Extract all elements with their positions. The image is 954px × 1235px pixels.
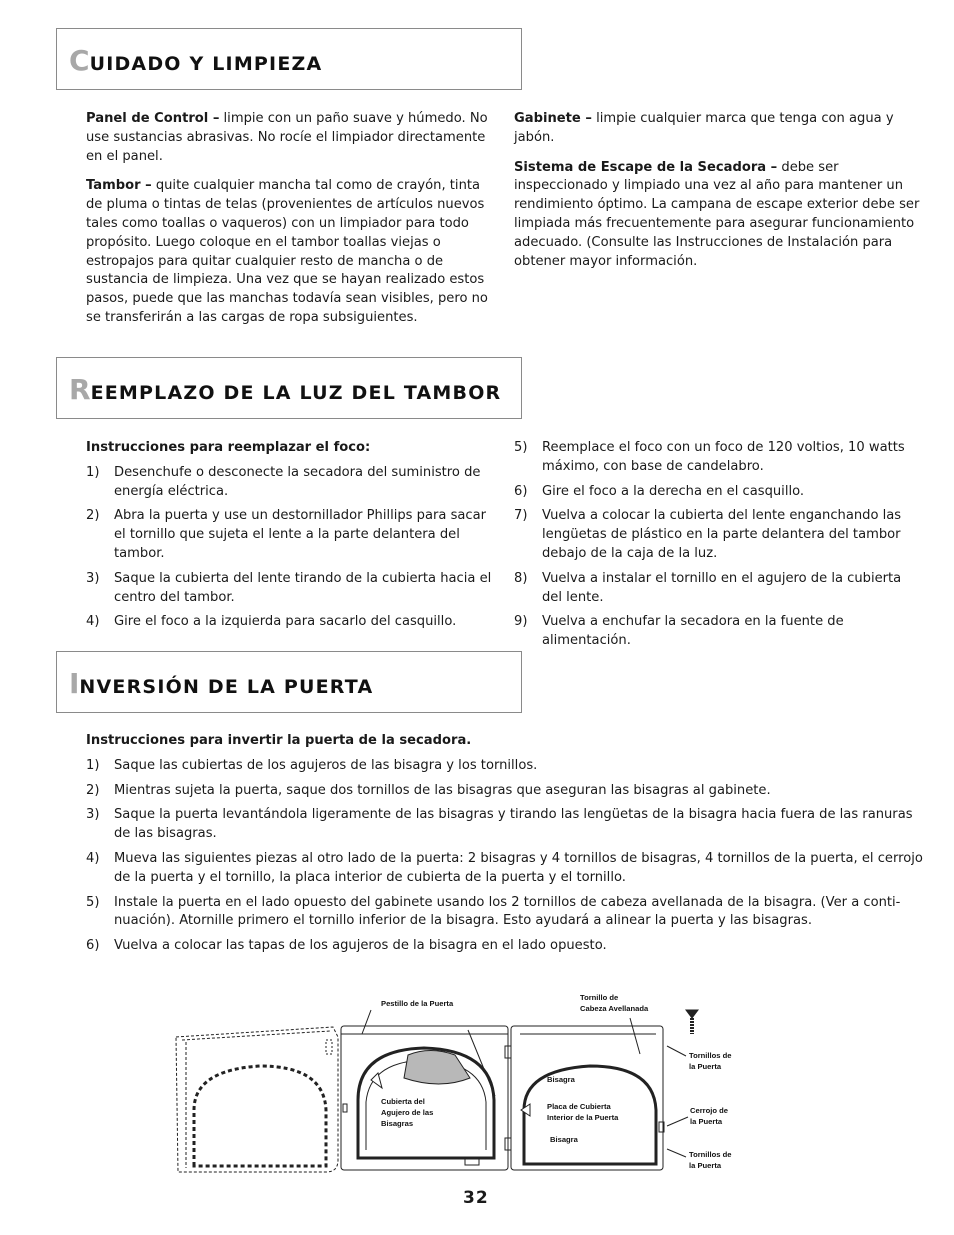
drum-paragraph: Tambor – quite cualquier mancha tal como de crayón, tinta de pluma o tintas de telas (provenientes de artículos nuevos tales como toallas o vaqueros) con un limpiador para todo propósito. Luego coloque en el tambor toallas viejas o estropajos para quitar cualquier resto de mancha o de sustancia de limpieza. Una vez que se hayan realizado estos pasos, puede que las manchas todavía sean visibles, pero no se transferirán a las cargas de ropa subsiguientes. xyxy=(86,178,488,325)
panel-paragraph: Panel de Control – limpie con un paño suave y húmedo. No use sustancias abrasivas. No rocíe el limpiador directamente en el panel. xyxy=(86,111,488,164)
door-screws-leader-top xyxy=(667,1046,686,1056)
label-lock-1: Cerrojo de xyxy=(690,1106,728,1115)
step-text: Saque la puerta levantándola ligeramente de las bisagras y tirando las lengüetas de la bisagra hacia fuera de las ranuras de las bisagras. xyxy=(114,807,913,842)
step-text: Gire el foco a la derecha en el casquillo. xyxy=(542,483,805,499)
cabinet-paragraph: Gabinete – limpie cualquier marca que tenga con agua y jabón. xyxy=(514,111,894,145)
label-hole-cover-2: Agujero de las xyxy=(381,1108,434,1117)
countersunk-screw-icon xyxy=(686,1010,698,1018)
step-number: 6) xyxy=(86,938,100,954)
label-door-screws-a2: la Puerta xyxy=(689,1062,722,1071)
door-subtitle: Instrucciones para invertir la puerta de la secadora. xyxy=(86,733,472,748)
screw-leader xyxy=(630,1018,640,1054)
step-number: 3) xyxy=(86,807,100,823)
removed-door-outline xyxy=(176,1027,338,1172)
step-text: Saque la cubierta del lente tirando de la cubierta hacia el centro del tambor. xyxy=(114,570,492,605)
label-lock-2: la Puerta xyxy=(690,1117,723,1126)
label-screw-top: Tornillo de xyxy=(580,993,619,1002)
step-number: 6) xyxy=(514,483,528,499)
step-text: Mientras sujeta la puerta, saque dos tornillos de las bisagras que aseguran las bisagras al gabinete. xyxy=(114,782,771,798)
door-screws-leader-bottom xyxy=(667,1149,686,1157)
care-title: CUIDADO Y LIMPIEZA xyxy=(69,44,323,77)
label-door-screws-b2: la Puerta xyxy=(689,1161,722,1170)
label-plate-1: Placa de Cubierta xyxy=(547,1102,611,1111)
reversed-door xyxy=(511,1026,663,1170)
label-door-screws-a1: Tornillos de xyxy=(689,1051,732,1060)
step-text: Vuelva a colocar las tapas de los agujeros de la bisagra en el lado opuesto. xyxy=(114,938,607,954)
step-text: Vuelva a colocar la cubierta del lente enganchando las lengüetas de plástico en la parte delantera del tambor debajo de la caja de la luz. xyxy=(542,508,902,561)
step-number: 3) xyxy=(86,570,100,586)
removed-door-tab xyxy=(326,1040,332,1054)
step-number: 2) xyxy=(86,782,100,798)
step-number: 1) xyxy=(86,757,100,773)
label-hinge-bottom: Bisagra xyxy=(550,1135,578,1144)
page-number: 32 xyxy=(463,1188,489,1208)
left-hinge-slot xyxy=(343,1104,347,1112)
step-number: 9) xyxy=(514,614,528,630)
step-text: Instale la puerta en el lado opuesto del gabinete usando los 2 tornillos de cabeza avellanada de la bisagra. (Ver a conti-nuación). Atornille primero el tornillo inferior de la bisagra. Esto ayudará a alinear la puerta y las bisagras. xyxy=(114,894,901,929)
step-number: 4) xyxy=(86,614,100,630)
step-text: Abra la puerta y use un destornillador Phillips para sacar el tornillo que sujeta el lente a la parte delantera del tambor. xyxy=(114,508,487,561)
label-hole-cover-3: Bisagras xyxy=(381,1119,414,1128)
step-text: Mueva las siguientes piezas al otro lado de la puerta: 2 bisagras y 4 tornillos de bisagras, 4 tornillos de la puerta, el cerrojo de la puerta y el tornillo, la placa interior de cubierta de la puerta y el tornillo. xyxy=(114,850,923,885)
step-text: Reemplace el foco con un foco de 120 voltios, 10 watts máximo, con base de candelabro. xyxy=(542,440,905,474)
lock-leader xyxy=(667,1117,688,1126)
step-text: Desenchufe o desconecte la secadora del suministro de energía eléctrica. xyxy=(114,464,481,499)
door-title: INVERSIÓN DE LA PUERTA xyxy=(69,667,374,700)
label-hinge-top: Bisagra xyxy=(547,1075,575,1084)
step-text: Vuelva a enchufar la secadora en la fuente de alimentación. xyxy=(542,614,844,649)
step-number: 5) xyxy=(86,894,100,910)
exhaust-paragraph: Sistema de Escape de la Secadora – debe ser inspeccionado y limpiado una vez al año para mantener un rendimiento óptimo. La campana de escape exterior debe ser limpiada más frecuentemente para asegurar funcionamiento adecuado. (Consulte las Instrucciones de Instalación para obtener mayor información. xyxy=(514,159,920,269)
label-screw-bottom: Cabeza Avellanada xyxy=(580,1004,649,1013)
step-text: Saque las cubiertas de los agujeros de las bisagra y los tornillos. xyxy=(114,757,538,773)
step-text: Vuelva a instalar el tornillo en el agujero de la cubierta del lente. xyxy=(542,570,902,605)
step-number: 2) xyxy=(86,508,100,524)
label-hole-cover-1: Cubierta del xyxy=(381,1097,425,1106)
hole-cover-arrow xyxy=(371,1073,382,1088)
label-plate-2: Interior de la Puerta xyxy=(547,1113,619,1122)
step-number: 1) xyxy=(86,464,100,480)
label-door-latch: Pestillo de la Puerta xyxy=(381,999,454,1008)
step-number: 4) xyxy=(86,850,100,866)
removed-door-window xyxy=(194,1066,326,1166)
step-text: Gire el foco a la izquierda para sacarlo del casquillo. xyxy=(114,614,457,630)
label-door-screws-b1: Tornillos de xyxy=(689,1150,732,1159)
step-number: 5) xyxy=(514,440,528,455)
step-number: 8) xyxy=(514,570,528,586)
bulb-title: REEMPLAZO DE LA LUZ DEL TAMBOR xyxy=(69,373,502,406)
step-number: 7) xyxy=(514,508,528,524)
latch-leader xyxy=(362,1010,371,1034)
bulb-subtitle: Instrucciones para reemplazar el foco: xyxy=(86,440,371,455)
